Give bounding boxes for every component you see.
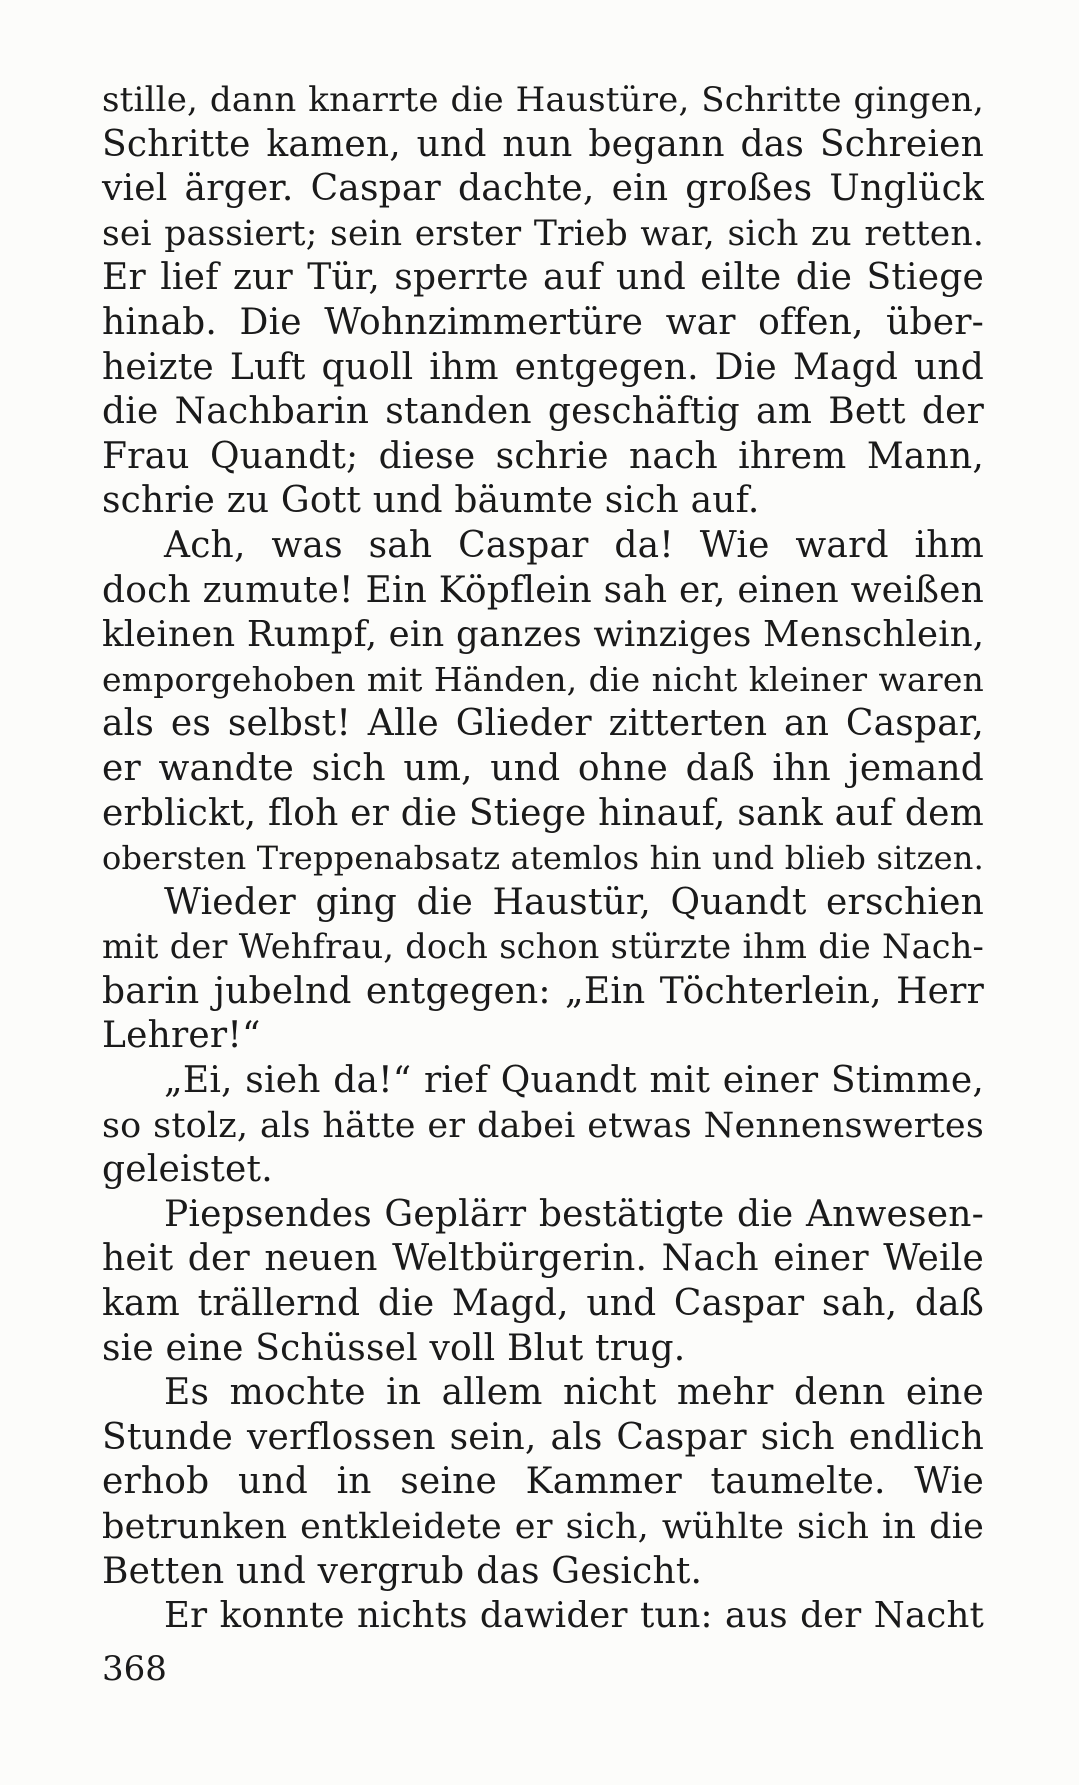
text-line: geleistet. — [102, 1149, 273, 1191]
text-line: betrunken entkleidete er sich, wühlte sich in die — [102, 1507, 984, 1547]
text-line: mit der Wehfrau, doch schon stürzte ihm die Nach- — [102, 927, 984, 967]
text-line: heit der neuen Weltbürgerin. Nach einer Weile — [102, 1238, 984, 1280]
text-line: Wieder ging die Haustür, Quandt erschien — [164, 881, 984, 923]
text-line: erhob und in seine Kammer taumelte. Wie — [102, 1461, 984, 1503]
text-line: so stolz, als hätte er dabei etwas Nennenswertes — [102, 1105, 984, 1146]
text-line: barin jubelnd entgegen: „Ein Töchterlein, Herr — [102, 970, 984, 1012]
text-line: Frau Quandt; diese schrie nach ihrem Mann, — [102, 435, 984, 477]
text-line: Lehrer!“ — [102, 1015, 261, 1057]
text-line: sie eine Schüssel voll Blut trug. — [102, 1327, 686, 1369]
text-line: obersten Treppenabsatz atemlos hin und blieb sitzen. — [102, 839, 984, 878]
text-line: stille, dann knarrte die Haustüre, Schritte gingen, — [102, 80, 984, 120]
text-line: Schritte kamen, und nun begann das Schreien — [102, 123, 984, 165]
text-line: kleinen Rumpf, ein ganzes winziges Menschlein, — [102, 614, 985, 656]
text-line: Stunde verflossen sein, als Caspar sich endlich — [102, 1416, 984, 1458]
text-line: Er konnte nichts dawider tun: aus der Nacht — [164, 1595, 984, 1637]
text-line: viel ärger. Caspar dachte, ein großes Unglück — [102, 168, 984, 210]
text-line: Piepsendes Geplärr bestätigte die Anwesen- — [164, 1193, 984, 1235]
text-line: kam trällernd die Magd, und Caspar sah, daß — [102, 1283, 984, 1325]
text-line: Er lief zur Tür, sperrte auf und eilte die Stiege — [102, 257, 984, 299]
text-line: er wandte sich um, und ohne daß ihn jemand — [102, 747, 984, 789]
text-line: die Nachbarin standen geschäftig am Bett der — [102, 391, 984, 433]
text-line: Es mochte in allem nicht mehr denn eine — [164, 1372, 984, 1414]
page-number: 368 — [102, 1649, 167, 1689]
text-line: „Ei, sieh da!“ rief Quandt mit einer Stimme, — [164, 1060, 984, 1102]
text-line: hinab. Die Wohnzimmertüre war offen, über- — [102, 301, 984, 343]
text-line: emporgehoben mit Händen, die nicht kleiner waren — [102, 659, 984, 699]
text-line: heizte Luft quoll ihm entgegen. Die Magd und — [102, 346, 984, 388]
text-line: sei passiert; sein erster Trieb war, sich zu retten. — [102, 213, 984, 254]
body-text — [102, 78, 984, 1639]
text-line: erblickt, floh er die Stiege hinauf, sank auf dem — [102, 792, 984, 834]
text-line: Ach, was sah Caspar da! Wie ward ihm — [164, 524, 984, 566]
text-line: doch zumute! Ein Köpflein sah er, einen weißen — [102, 569, 984, 611]
text-line: schrie zu Gott und bäumte sich auf. — [102, 480, 760, 522]
text-line: als es selbst! Alle Glieder zitterten an Caspar, — [102, 703, 984, 745]
text-line: Betten und vergrub das Gesicht. — [102, 1550, 703, 1592]
